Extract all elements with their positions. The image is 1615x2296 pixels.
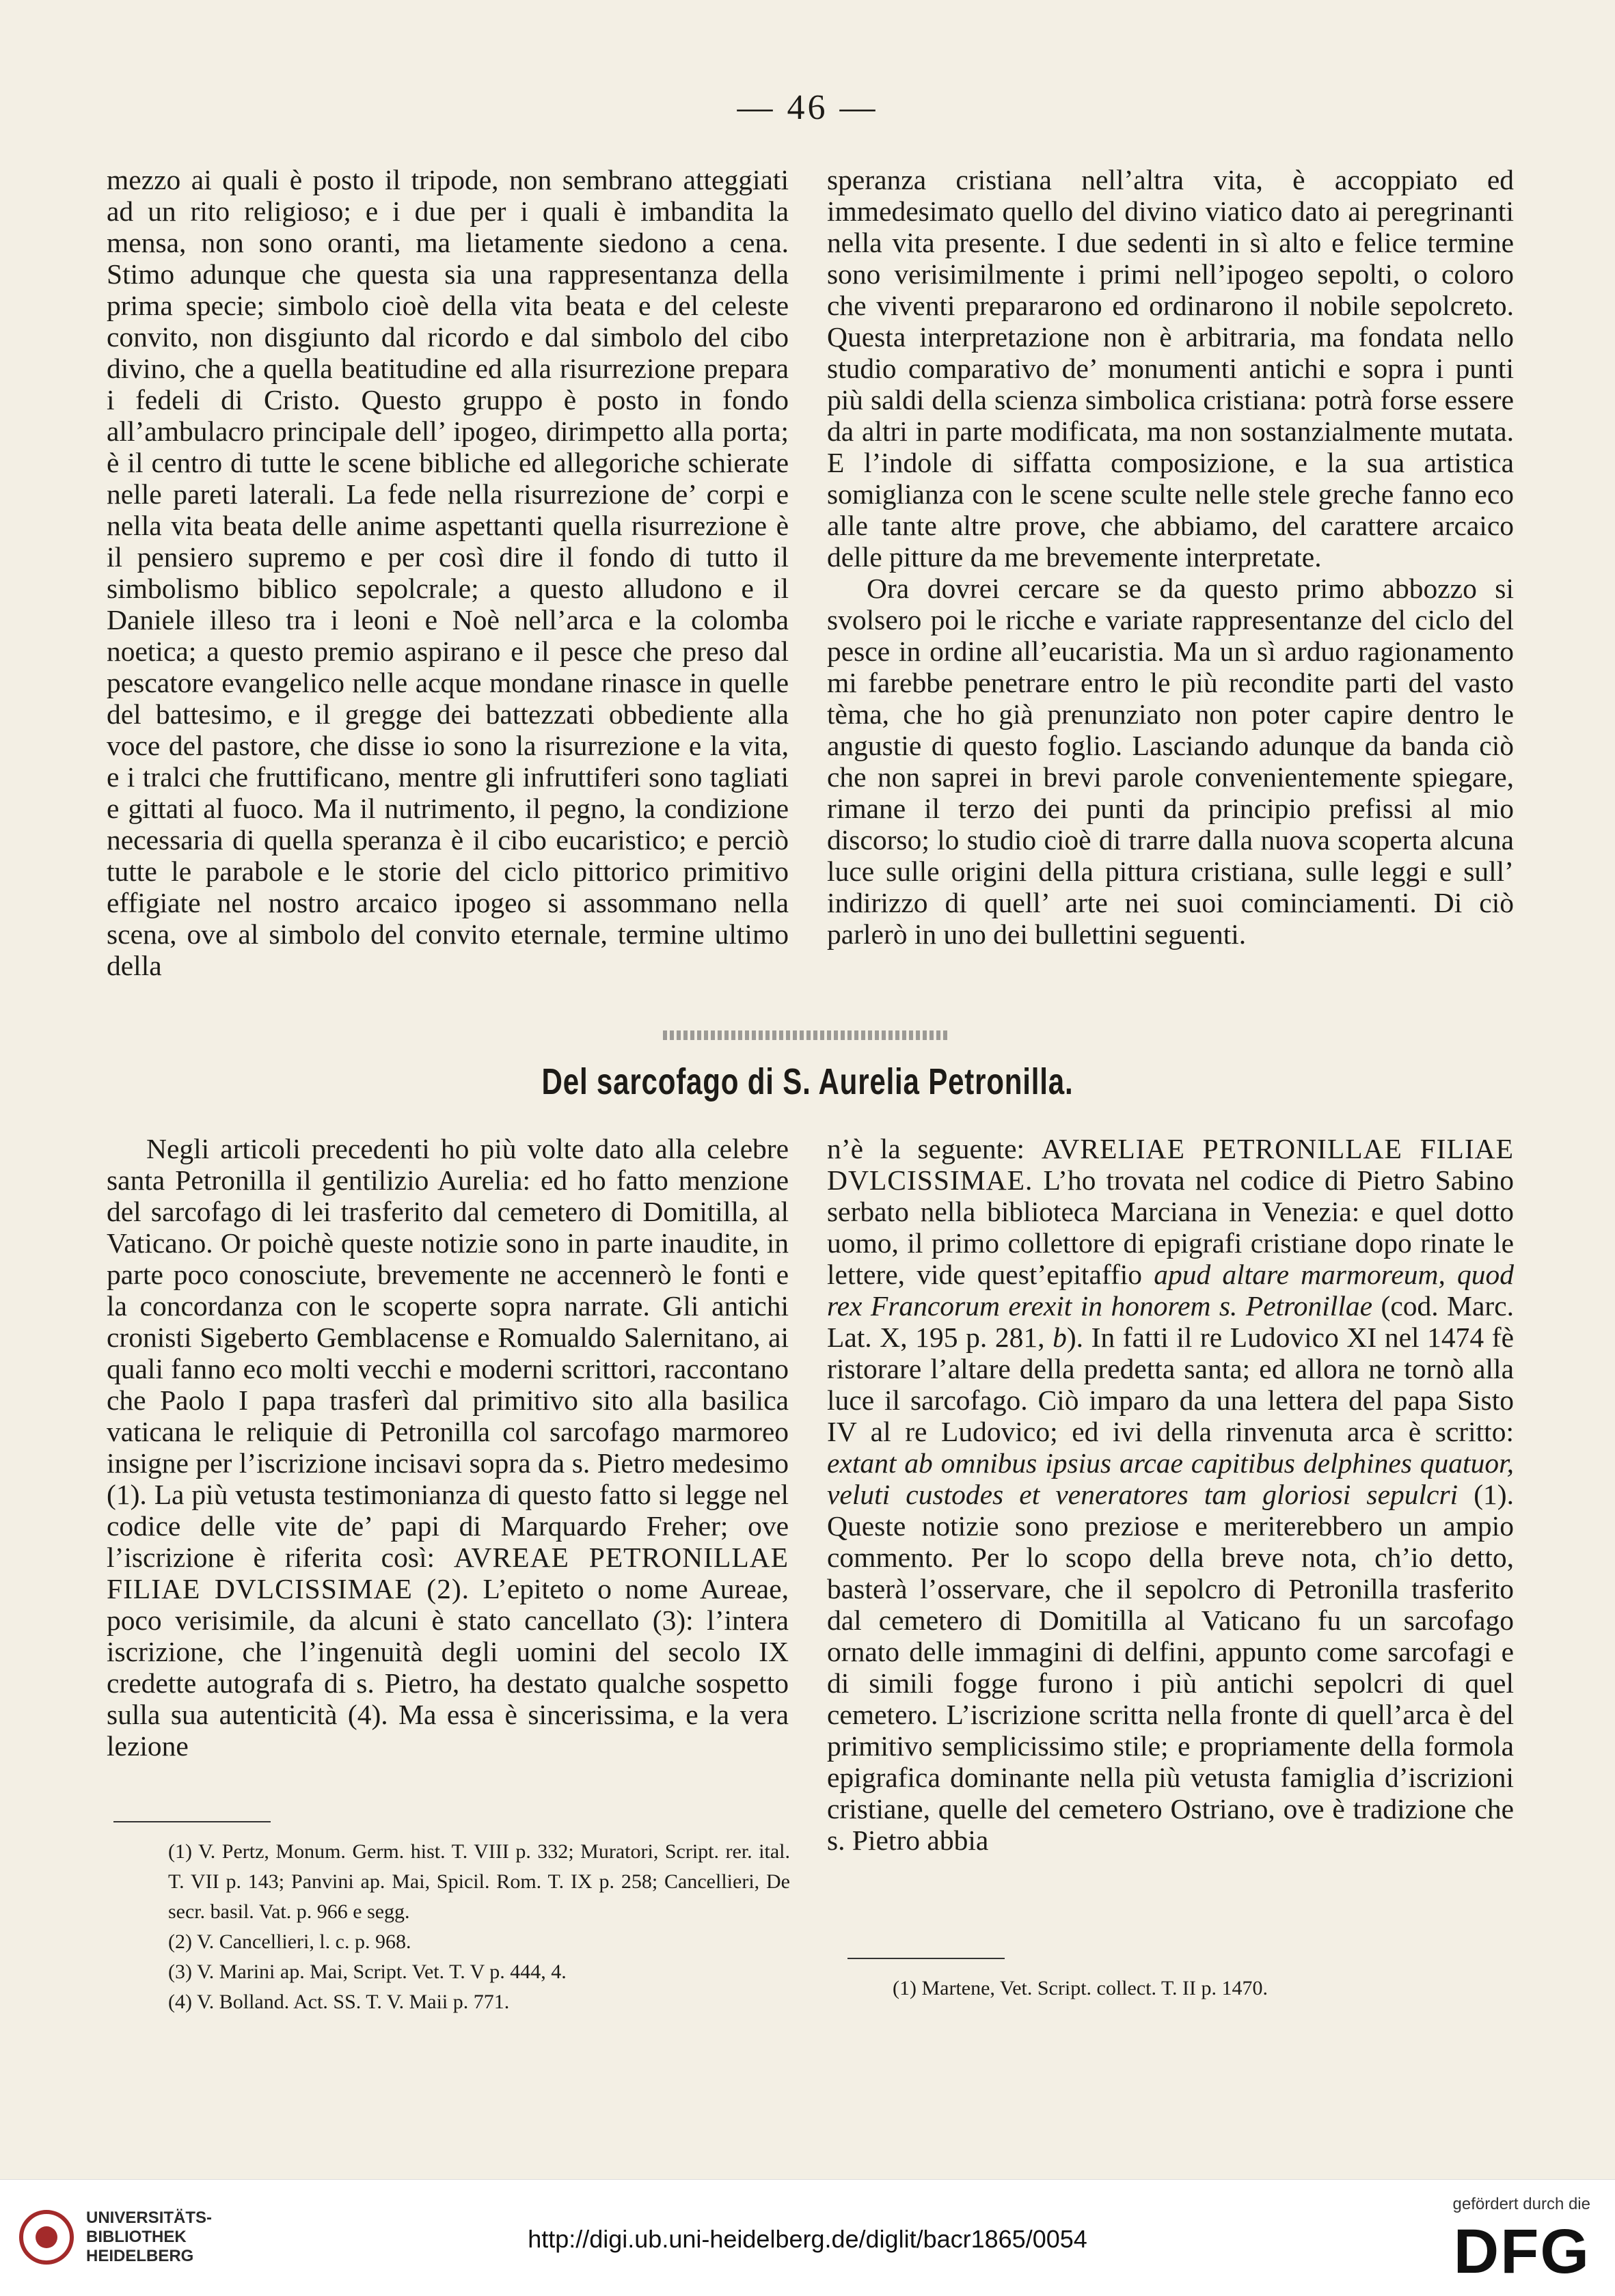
paragraph bbox=[107, 1133, 789, 1762]
column-bottom-left bbox=[107, 1133, 789, 1762]
paragraph: mezzo ai quali è posto il tripode, non sembrano atteggiati ad un rito religioso; e i due per i quali è imbandita la mensa, non sono oranti, ma lietamente siedono a cena. Stimo adunque che questa sia una rappresentanza della prima specie; simbolo cioè della vita beata e del celeste convito, non disgiunto dal ricordo e dal simbolo del cibo divino, che a quella beatitudine ed alla risurrezione prepara i fedeli di Cristo. Questo gruppo è posto in fondo all’ambulacro principale dell’ ipogeo, dirimpetto alla porta; è il centro di tutte le scene bibliche ed allegoriche schierate nelle pareti laterali. La fede nella risurrezione de’ corpi e nella vita beata delle anime aspettanti quella risurrezione è il pensiero supremo e per così dire il fondo di tutto il simbolismo biblico sepolcrale; a questo alludono e il Daniele illeso tra i leoni e Noè nell’arca e la colomba noetica; a questo premio aspirano e il pesce che preso dal pescatore evangelico nelle acque mondane rinasce in quelle del battesimo, e il gregge dei battezzati obbediente alla voce del pastore, che disse io sono la risurrezione e la vita, e i tralci che fruttificano, mentre gli infruttiferi sono tagliati e gittati al fuoco. Ma il nutrimento, il pegno, la condizione necessaria di quella speranza è il cibo eucaristico; e perciò tutte le parabole e le storie del ciclo pittorico primitivo effigiate nel nostro arcaico ipogeo si assommano nella scena, ove al simbolo del convito eternale, termine ultimo della bbox=[107, 164, 789, 981]
body-text: (cod. Marc. Lat. X, 195 p. 281, bbox=[827, 1290, 1514, 1353]
paragraph bbox=[827, 1133, 1514, 1856]
body-text: n’è la seguente: bbox=[827, 1133, 1025, 1164]
library-name: UNIVERSITÄTS- BIBLIOTHEK HEIDELBERG bbox=[86, 2209, 213, 2265]
digitization-footer bbox=[0, 2179, 1615, 2296]
page-number: — 46 — bbox=[737, 88, 878, 127]
footnotes-left bbox=[168, 1837, 790, 2017]
ornamental-divider bbox=[663, 1030, 950, 1040]
dfg-logo: DFG bbox=[1453, 2217, 1590, 2286]
inscription-text: AVREAE PETRONILLAE FILIAE DVLCISSIMAE (2). bbox=[107, 1542, 789, 1604]
funding-credit[interactable] bbox=[1452, 2195, 1590, 2286]
body-text: L’epiteto o nome Aureae, poco verisimile, da alcuni è stato cancellato (3): l’intera iscrizione, che l’ingenuità degli uomini del secolo IX credette autografa di s. Pietro, ha destato qualche sospetto sulla sua autenticità (4). Ma essa è sincerissima, e la vera lezione bbox=[107, 1573, 789, 1762]
footnotes-right bbox=[893, 1973, 1508, 2004]
latin-quote: apud altare marmoreum, quod rex Francorum erexit in honorem s. Petronillae bbox=[827, 1259, 1515, 1322]
body-text: ). In fatti il re Ludovico XI nel 1474 fè ristorare l’altare della predetta santa; ed allora ne tornò alla luce il sarcofago. Ciò imparo da una lettera del papa Sisto IV al re Ludovico; ed ivi della rinvenuta arca è scritto: bbox=[827, 1322, 1514, 1447]
footnote: (2) V. Cancellieri, l. c. p. 968. bbox=[168, 1930, 411, 1953]
footnote-rule bbox=[847, 1958, 1005, 1959]
body-text: L’ho trovata nel codice di Pietro Sabino serbato nella biblioteca Marciana in Venezia: e quel dotto uomo, il primo collettore di epigrafi cristiane dopo rinate le lettere, vide quest’epitaffio bbox=[827, 1164, 1514, 1290]
paragraph: speranza cristiana nell’altra vita, è accoppiato ed immedesimato quello del divino viatico dato ai peregrinanti nella vita presente. I due sedenti in sì alto e felice termine sono verisimilmente i primi nell’ipogeo sepolti, o coloro che viventi prepararono ed ordinarono il nobile sepolcreto. Questa interpretazione non è arbitraria, ma fondata nello studio comparativo de’ monumenti antichi e sopra i punti più saldi della scienza simbolica cristiana: potrà forse essere da altri in parte modificata, ma non sostanzialmente mutata. E l’indole di siffatta composizione, e la sua artistica somiglianza con le scene sculte nelle stele greche fanno eco alle tante altre prove, che abbiamo, del carattere arcaico delle pitture da me brevemente interpretate. bbox=[827, 164, 1514, 573]
section-title: Del sarcofago di S. Aurelia Petronilla. bbox=[541, 1061, 1074, 1102]
footnote: (3) V. Marini ap. Mai, Script. Vet. T. V p. 444, 4. bbox=[168, 1960, 567, 1983]
funding-label: gefördert durch die bbox=[1452, 2195, 1590, 2213]
footnote-rule bbox=[113, 1821, 271, 1822]
column-top-left bbox=[107, 164, 789, 981]
column-bottom-right bbox=[827, 1133, 1514, 1856]
footnote: (1) Martene, Vet. Script. collect. T. II p. 1470. bbox=[893, 1977, 1268, 1999]
body-text: Negli articoli precedenti ho più volte dato alla celebre santa Petronilla il gentilizio Aurelia: ed ho fatto menzione del sarcofago di lei trasferito dal cemetero di Domitilla, al Vaticano. Or poichè queste notizie sono in parte inaudite, in parte poco conosciute, brevemente ne accennerò le fonti e la concordanza con le scoperte sopra narrate. Gli antichi cronisti Sigeberto Gemblacense e Romualdo Salernitano, ai quali fanno eco molti vecchi e moderni scrittori, raccontano che Paolo I papa trasferì dal primitivo sito alla basilica vaticana le reliquie di Petronilla col sarcofago marmoreo insigne per l’iscrizione incisavi sopra da s. Pietro medesimo (1). La più vetusta testimonianza di questo fatto si legge nel codice delle vite de’ papi di Marquardo Freher; ove l’iscrizione è riferita così: bbox=[107, 1133, 789, 1573]
latin-quote: extant ab omnibus ipsius arcae capitibus delphines quatuor, veluti custodes et veneratores tam gloriosi sepulcri bbox=[827, 1447, 1514, 1510]
permalink-url[interactable]: http://digi.ub.uni-heidelberg.de/diglit/bacr1865/0054 bbox=[528, 2225, 1087, 2253]
paragraph: Ora dovrei cercare se da questo primo abbozzo si svolsero poi le ricche e variate rappresentanze del ciclo del pesce in ordine all’eucaristia. Ma un sì arduo ragionamento mi farebbe penetrare entro le più recondite parti del vasto tèma, che ho già prenunziato non poter capire dentro le angustie di questo foglio. Lasciando adunque da banda ciò che non saprei in brevi parole convenientemente spiegare, rimane il terzo dei punti da principio prefissi al mio discorso; lo studio cioè di trarre dalla nuova scoperta alcuna luce sulle origini della pittura cristiana, sulle leggi e sull’ indirizzo di quell’ arte nei suoi cominciamenti. Di ciò parlerò in uno dei bullettini seguenti. bbox=[827, 573, 1514, 950]
footnote: (4) V. Bolland. Act. SS. T. V. Maii p. 771. bbox=[168, 1991, 510, 2013]
column-top-right bbox=[827, 164, 1514, 950]
footnote: (1) V. Pertz, Monum. Germ. hist. T. VIII p. 332; Muratori, Script. rer. ital. T. VII p. 143; Panvini ap. Mai, Spicil. Rom. T. IX p. 258; Cancellieri, De secr. basil. Vat. p. 966 e segg. bbox=[168, 1840, 790, 1923]
latin-quote: b bbox=[1053, 1322, 1067, 1353]
body-text: (1). Queste notizie sono preziose e meriterebbero un ampio commento. Per lo scopo della breve nota, ch’io detto, basterà l’osservare, che il sepolcro di Petronilla trasferito dal cemetero di Domitilla al Vaticano fu un sarcofago ornato delle immagini di delfini, appunto come sarcofagi e di simili fogge furono i più antichi sepolcri di quel cemetero. L’iscrizione scritta nella fronte di quell’arca è del primitivo semplicissimo stile; e propriamente della formola epigrafica dominante nella più vetusta famiglia d’iscrizioni cristiane, quelle del cemetero Ostriano, ove è tradizione che s. Pietro abbia bbox=[827, 1479, 1514, 1856]
inscription-text: AVRELIAE PETRONILLAE FILIAE DVLCISSIMAE. bbox=[827, 1133, 1514, 1196]
